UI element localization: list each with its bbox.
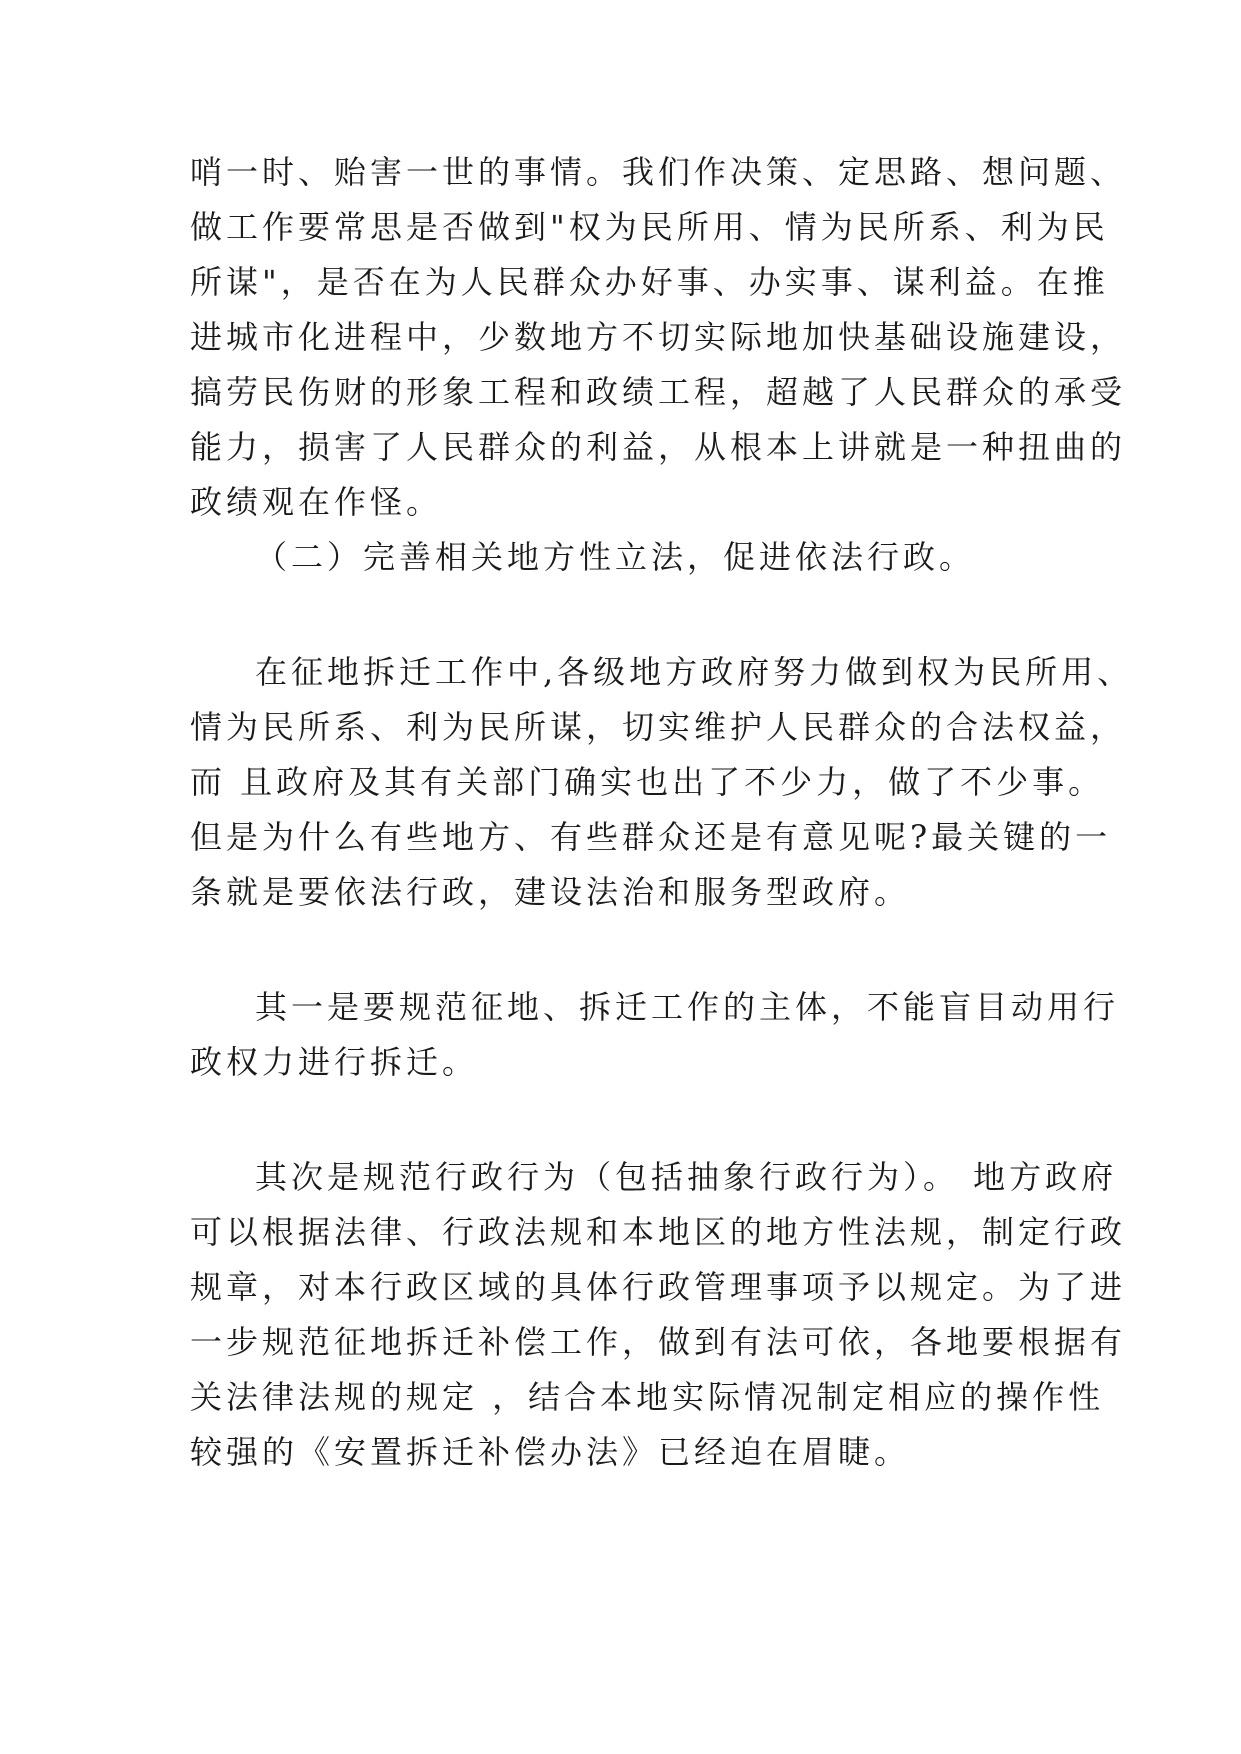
paragraph-3-line-3: 而 且政府及其有关部门确实也出了不少力，做了不少事。: [190, 763, 1105, 801]
paragraph-3-line-5: 条就是要依法行政，建设法治和服务型政府。: [190, 873, 911, 911]
paragraph-1-line-3: 所谋"，是否在为人民群众办好事、办实事、谋利益。在推: [190, 263, 1109, 301]
paragraph-5-line-1: 其次是规范行政行为（包括抽象行政行为）。 地方政府: [255, 1158, 1118, 1196]
paragraph-3-line-2: 情为民所系、利为民所谋，切实维护人民群众的合法权益，: [190, 708, 1127, 746]
paragraph-1-line-2: 做工作要常思是否做到"权为民所用、情为民所系、利为民: [190, 208, 1109, 246]
paragraph-5-line-3: 规章，对本行政区域的具体行政管理事项予以规定。为了进: [190, 1268, 1127, 1306]
paragraph-5-line-6: 较强的《安置拆迁补偿办法》已经迫在眉睫。: [190, 1433, 911, 1471]
paragraph-1-line-1: 哨一时、贻害一世的事情。我们作决策、定思路、想问题、: [190, 153, 1127, 191]
paragraph-4-line-1: 其一是要规范征地、拆迁工作的主体，不能盲目动用行: [255, 988, 1120, 1026]
paragraph-1-line-7: 政绩观在作怪。: [190, 483, 443, 521]
paragraph-3-line-4: 但是为什么有些地方、有些群众还是有意见呢?最关键的一: [190, 818, 1112, 856]
paragraph-1-line-5: 搞劳民伤财的形象工程和政绩工程，超越了人民群众的承受: [190, 373, 1127, 411]
section-heading: （二）完善相关地方性立法，促进依法行政。: [255, 538, 976, 576]
paragraph-3-line-1: 在征地拆迁工作中,各级地方政府努力做到权为民所用、: [255, 653, 1134, 691]
paragraph-5-line-2: 可以根据法律、行政法规和本地区的地方性法规，制定行政: [190, 1213, 1127, 1251]
paragraph-1-line-4: 进城市化进程中，少数地方不切实际地加快基础设施建设，: [190, 318, 1127, 356]
paragraph-1-line-6: 能力，损害了人民群众的利益，从根本上讲就是一种扭曲的: [190, 428, 1127, 466]
paragraph-5-line-4: 一步规范征地拆迁补偿工作，做到有法可依，各地要根据有: [190, 1323, 1127, 1361]
paragraph-5-line-5: 关法律法规的规定 ，结合本地实际情况制定相应的操作性: [190, 1378, 1105, 1416]
paragraph-4-line-2: 政权力进行拆迁。: [190, 1043, 479, 1081]
